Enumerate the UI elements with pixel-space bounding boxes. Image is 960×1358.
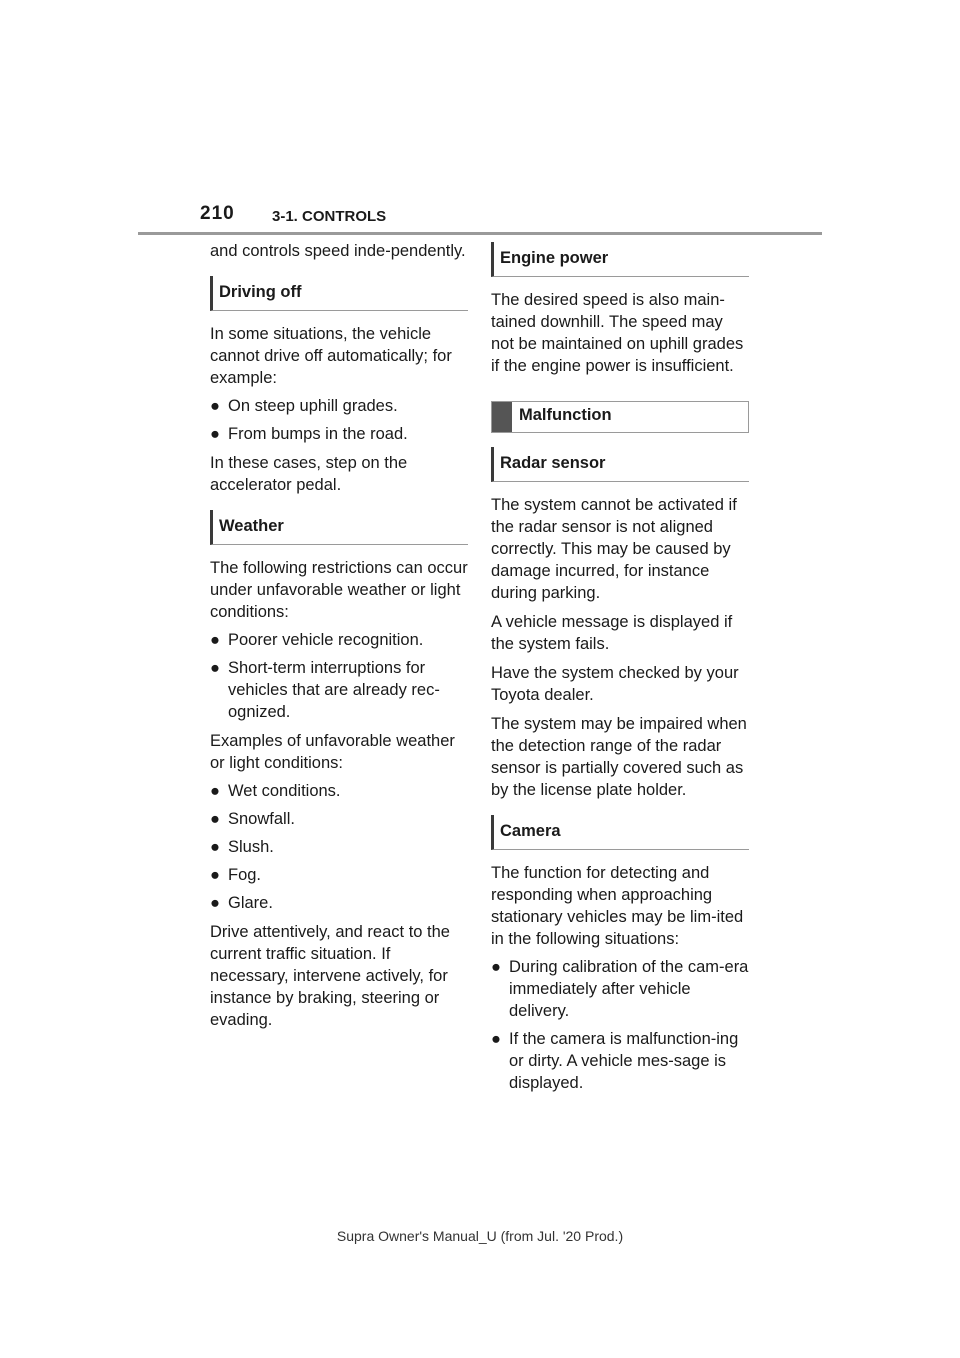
heading-engine-power: Engine power xyxy=(491,242,749,277)
heading-camera: Camera xyxy=(491,815,749,850)
list-item: ● Snowfall. xyxy=(210,810,295,828)
bullet-icon: ● xyxy=(491,1030,501,1048)
list-item: ● Glare. xyxy=(210,894,273,912)
radar-paragraph-3: Have the system checked by your Toyota dealer. xyxy=(491,664,739,704)
list-item: ● Fog. xyxy=(210,866,262,884)
bullet-icon: ● xyxy=(210,782,220,800)
section-title: 3-1. CONTROLS xyxy=(272,208,387,225)
bullet-icon: ● xyxy=(210,397,220,415)
engine-power-paragraph: The desired speed is also main-tained downhill. The speed may not be maintained on uphill grades if the engine power is insufficient. xyxy=(491,291,744,375)
radar-paragraph-4: The system may be impaired when the detection range of the radar sensor is partially covered such as by the license plate holder. xyxy=(491,715,747,799)
heading-bar xyxy=(492,402,512,432)
left-column xyxy=(210,240,468,1037)
heading-malfunction-label: Malfunction xyxy=(519,406,612,424)
camera-paragraph: The function for detecting and responding when approaching stationary vehicles may be lim-ited in the following situations: xyxy=(491,864,744,948)
radar-paragraph-1: The system cannot be activated if the radar sensor is not aligned correctly. This may be caused by damage incurred, for instance during parking. xyxy=(491,496,737,602)
footer: Supra Owner's Manual_U (from Jul. '20 Prod.) xyxy=(336,1228,624,1244)
page-number: 210 xyxy=(200,203,235,224)
list-item: ● Slush. xyxy=(210,838,274,856)
list-item: ● Wet conditions. xyxy=(210,782,341,800)
heading-radar-sensor: Radar sensor xyxy=(491,447,749,482)
right-column xyxy=(491,240,749,1100)
weather-paragraph: The following restrictions can occur under unfavorable weather or light conditions: xyxy=(210,559,468,621)
bullet-icon: ● xyxy=(491,958,501,976)
list-item: ● From bumps in the road. xyxy=(210,425,408,443)
bullet-icon: ● xyxy=(210,810,220,828)
list-item: ● During calibration of the cam-era immediately after vehicle delivery. xyxy=(491,958,749,1020)
intro-paragraph: and controls speed inde-pendently. xyxy=(210,242,466,260)
heading-weather: Weather xyxy=(210,510,468,545)
weather-after-paragraph: Drive attentively, and react to the current traffic situation. If necessary, intervene actively, for instance by braking, steering or evading. xyxy=(210,923,450,1029)
header-divider xyxy=(138,232,822,235)
bullet-icon: ● xyxy=(210,894,220,912)
heading-driving-off: Driving off xyxy=(210,276,468,311)
driving-off-paragraph: In some situations, the vehicle cannot drive off automatically; for example: xyxy=(210,325,452,387)
list-item: ● Short-term interruptions for vehicles that are already rec-ognized. xyxy=(210,659,440,721)
heading-malfunction xyxy=(491,401,749,433)
bullet-icon: ● xyxy=(210,425,220,443)
bullet-icon: ● xyxy=(210,838,220,856)
list-item: ● Poorer vehicle recognition. xyxy=(210,631,424,649)
bullet-icon: ● xyxy=(210,631,220,649)
bullet-icon: ● xyxy=(210,659,220,677)
radar-paragraph-2: A vehicle message is displayed if the system fails. xyxy=(491,613,733,653)
driving-off-after-paragraph: In these cases, step on the accelerator pedal. xyxy=(210,454,408,494)
bullet-icon: ● xyxy=(210,866,220,884)
list-item: ● If the camera is malfunction-ing or dirty. A vehicle mes-sage is displayed. xyxy=(491,1030,739,1092)
weather-examples-paragraph: Examples of unfavorable weather or light conditions: xyxy=(210,732,455,772)
list-item: ● On steep uphill grades. xyxy=(210,397,398,415)
